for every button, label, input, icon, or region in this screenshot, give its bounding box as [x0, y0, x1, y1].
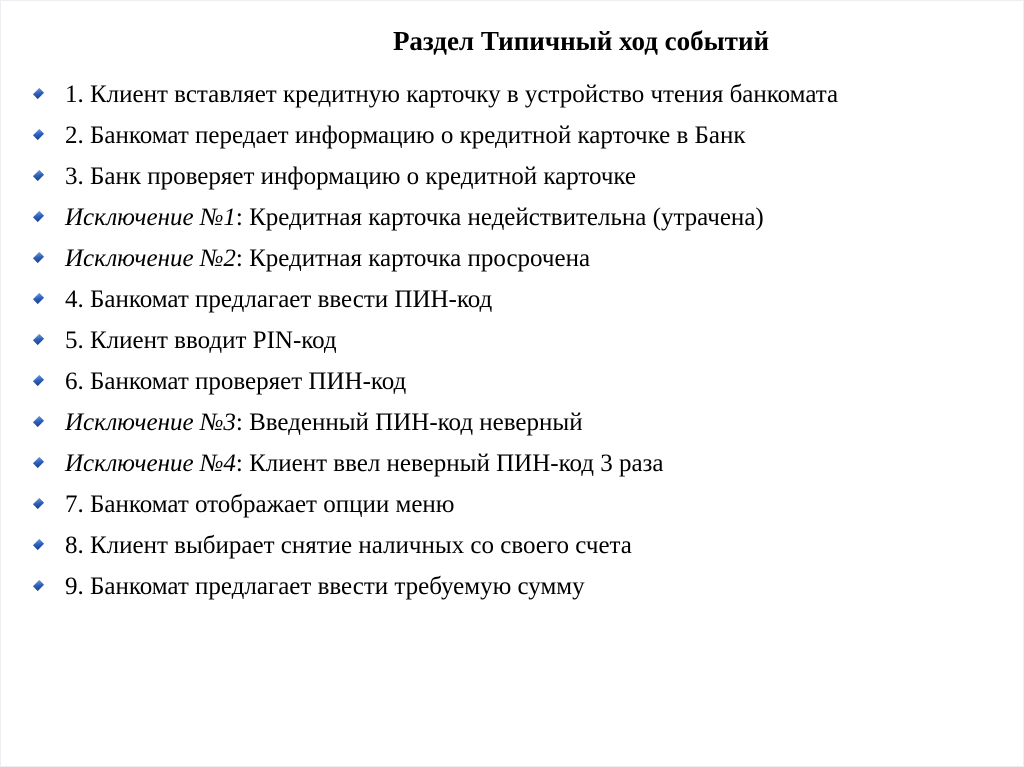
exception-label: Исключение №4 [65, 450, 236, 477]
list-item [31, 572, 991, 601]
item-text: 1. Клиент вставляет кредитную карточку в устройство чтения банкомата [65, 81, 839, 108]
item-text: : Кредитная карточка недействительна (утрачена) [235, 204, 764, 231]
exception-label: Исключение №2 [65, 245, 236, 272]
diamond-bullet-icon [33, 252, 44, 263]
diamond-bullet-icon [33, 211, 44, 222]
list-item-exception [31, 408, 991, 437]
item-text: 3. Банк проверяет информацию о кредитной карточке [65, 163, 637, 190]
list-item-exception [31, 203, 991, 232]
item-text: 8. Клиент выбирает снятие наличных со своего счета [65, 532, 632, 559]
diamond-bullet-icon [33, 375, 44, 386]
diamond-bullet-icon [33, 170, 44, 181]
item-text: 7. Банкомат отображает опции меню [65, 491, 455, 518]
slide-title: Раздел Типичный ход событий [392, 26, 770, 56]
diamond-bullet-icon [33, 416, 44, 427]
diamond-bullet-icon [33, 293, 44, 304]
item-text: 2. Банкомат передает информацию о кредитной карточке в Банк [65, 122, 746, 149]
item-text: : Клиент ввел неверный ПИН-код 3 раза [235, 450, 664, 477]
list-item [31, 367, 991, 396]
list-item-exception [31, 449, 991, 478]
item-text: 9. Банкомат предлагает ввести требуемую сумму [65, 573, 585, 600]
diamond-bullet-icon [33, 457, 44, 468]
diamond-bullet-icon [33, 539, 44, 550]
diamond-bullet-icon [33, 498, 44, 509]
diamond-bullet-icon [33, 334, 44, 345]
list-item [31, 326, 991, 355]
exception-label: Исключение №1 [65, 204, 236, 231]
item-text: 6. Банкомат проверяет ПИН-код [65, 368, 407, 395]
event-list [31, 80, 991, 613]
list-item [31, 531, 991, 560]
item-text: 5. Клиент вводит PIN-код [65, 327, 337, 354]
item-text: 4. Банкомат предлагает ввести ПИН-код [65, 286, 493, 313]
item-text: : Введенный ПИН-код неверный [235, 409, 583, 436]
diamond-bullet-icon [33, 88, 44, 99]
list-item-exception [31, 244, 991, 273]
exception-label: Исключение №3 [65, 409, 236, 436]
list-item [31, 285, 991, 314]
list-item [31, 490, 991, 519]
item-text: : Кредитная карточка просрочена [235, 245, 591, 272]
list-item [31, 121, 991, 150]
diamond-bullet-icon [33, 129, 44, 140]
list-item [31, 162, 991, 191]
diamond-bullet-icon [33, 580, 44, 591]
list-item [31, 80, 991, 109]
